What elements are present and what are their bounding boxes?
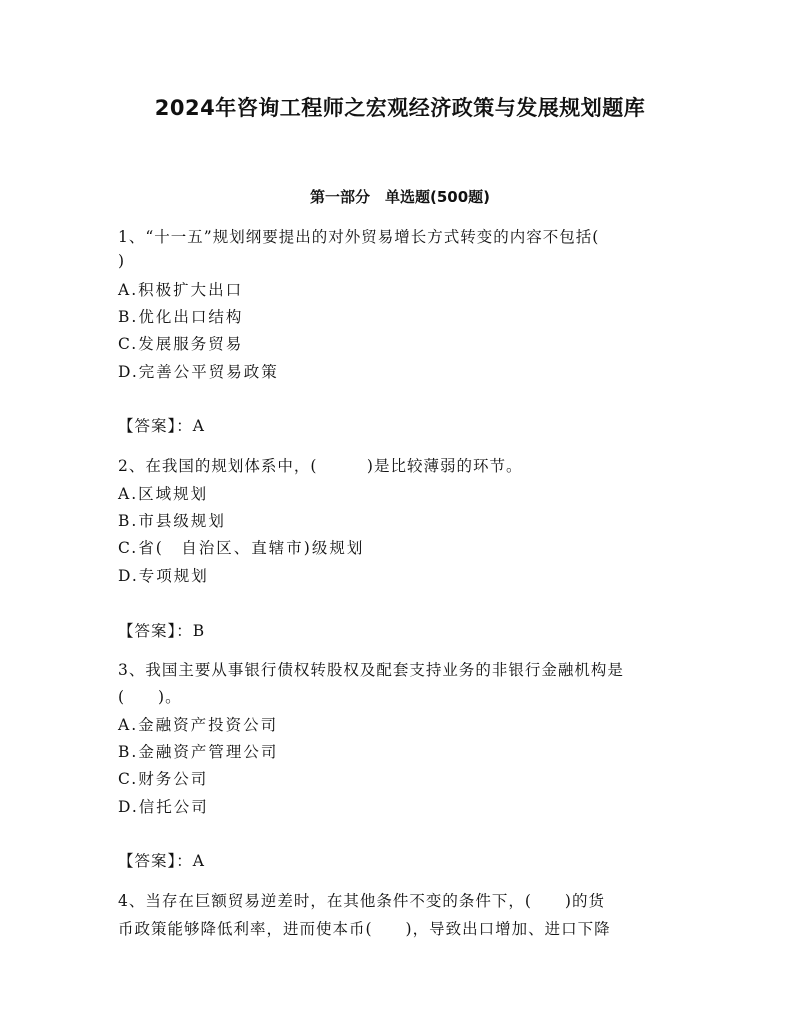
question-3-option-b: B.金融资产管理公司 (118, 743, 279, 761)
question-3-stem-line-1: 3、我国主要从事银行债权转股权及配套支持业务的非银行金融机构是 (118, 661, 624, 679)
question-3-stem-line-2: ( )。 (118, 688, 182, 706)
question-2-option-d: D.专项规划 (118, 567, 209, 585)
question-2-stem-line-1: 2、在我国的规划体系中，( )是比较薄弱的环节。 (118, 457, 523, 475)
question-3-option-c: C.财务公司 (118, 770, 209, 788)
question-1-stem-line-2: ) (118, 252, 126, 270)
question-3-option-a: A.金融资产投资公司 (118, 716, 279, 734)
question-1-option-d: D.完善公平贸易政策 (118, 363, 279, 381)
question-2-answer: 【答案】：B (118, 622, 206, 640)
document-title: 2024年咨询工程师之宏观经济政策与发展规划题库 (154, 96, 646, 120)
question-1-stem-line-1: 1、“十一五”规划纲要提出的对外贸易增长方式转变的内容不包括( (118, 228, 600, 246)
question-2-option-c: C.省( 自治区、直辖市)级规划 (118, 539, 365, 557)
question-2-option-b: B.市县级规划 (118, 512, 226, 530)
question-3-option-d: D.信托公司 (118, 798, 209, 816)
question-4-stem-line-2: 币政策能够降低利率，进而使本币( )，导致出口增加、进口下降 (118, 920, 611, 938)
question-2-option-a: A.区域规划 (118, 485, 209, 503)
section-title: 第一部分 单选题(500题) (309, 188, 491, 206)
question-1-answer: 【答案】：A (118, 417, 205, 435)
question-1-option-c: C.发展服务贸易 (118, 335, 244, 353)
question-4-stem-line-1: 4、当存在巨额贸易逆差时，在其他条件不变的条件下，( )的货 (118, 892, 605, 910)
question-3-answer: 【答案】：A (118, 852, 205, 870)
question-1-option-a: A.积极扩大出口 (118, 281, 244, 299)
question-1-option-b: B.优化出口结构 (118, 308, 244, 326)
